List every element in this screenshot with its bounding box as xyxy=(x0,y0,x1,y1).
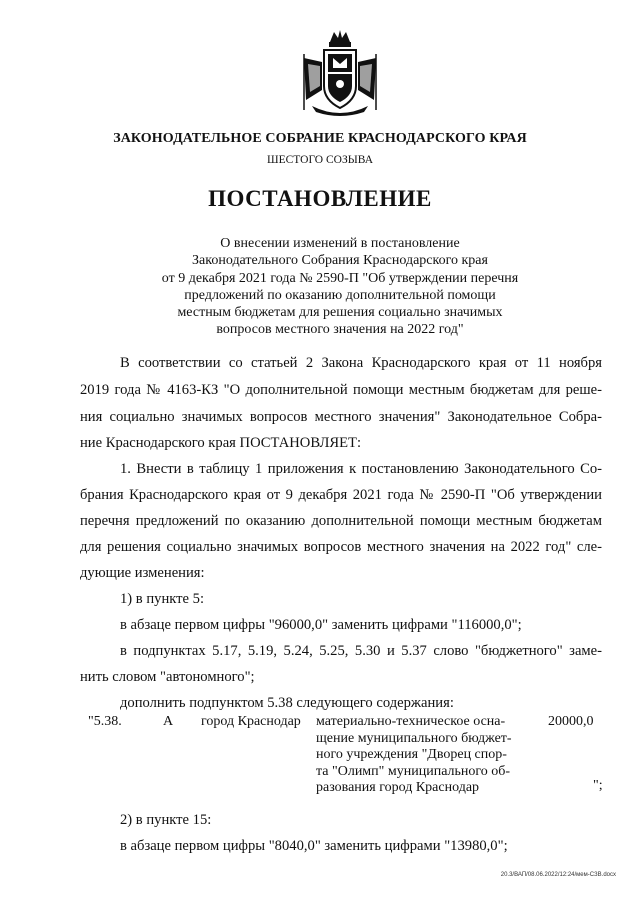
title-line: О внесении изменений в постановление xyxy=(220,236,460,251)
document-title xyxy=(100,235,580,339)
table-row-amount: 20000,0 xyxy=(548,714,594,729)
organization-name: ЗАКОНОДАТЕЛЬНОЕ СОБРАНИЕ КРАСНОДАРСКОГО КРАЯ xyxy=(113,131,527,146)
preamble-line: ния социально значимых вопросов местного значения" Законодательное Собра- xyxy=(80,409,602,425)
item1-line: перечня предложений по оказанию дополнительной помощи местным бюджетам xyxy=(80,513,602,529)
krasnodar-coat-of-arms-icon xyxy=(300,28,380,116)
preamble-line: В соответствии со статьей 2 Закона Краснодарского края от 11 ноября xyxy=(120,355,602,371)
point15-heading: 2) в пункте 15: xyxy=(120,812,212,828)
item1-line: брания Краснодарского края от 9 декабря 2021 года № 2590-П "Об утверждении xyxy=(80,487,602,503)
preamble-line: 2019 года № 4163-КЗ "О дополнительной помощи местным бюджетам для реше- xyxy=(80,382,602,398)
description-line: щение муниципального бюджет- xyxy=(316,730,512,746)
point5-change: в абзаце первом цифры "96000,0" заменить цифрами "116000,0"; xyxy=(120,617,522,633)
description-line: ного учреждения "Дворец спор- xyxy=(316,747,507,763)
title-line: вопросов местного значения на 2022 год" xyxy=(216,322,464,338)
preamble-line: ние Краснодарского края ПОСТАНОВЛЯЕТ: xyxy=(80,435,362,451)
item1-line: 1. Внести в таблицу 1 приложения к постановлению Законодательного Со- xyxy=(120,461,602,477)
title-line: от 9 декабря 2021 года № 2590-П "Об утверждении перечня xyxy=(161,270,519,286)
table-row-description xyxy=(316,714,534,797)
table-row-category: А xyxy=(163,714,174,729)
point5-change: нить словом "автономного"; xyxy=(80,669,255,685)
table-row-closing: "; xyxy=(593,778,603,793)
title-line: местным бюджетам для решения социально значимых xyxy=(177,305,503,321)
title-line: Законодательного Собрания Краснодарского края xyxy=(192,253,488,269)
item1-line: дующие изменения: xyxy=(80,565,205,581)
point5-change: в подпунктах 5.17, 5.19, 5.24, 5.25, 5.30 и 5.37 слово "бюджетного" заме- xyxy=(120,643,602,659)
table-row-municipality: город Краснодар xyxy=(201,714,301,729)
item1-line: для решения социально значимых вопросов местного значения на 2022 год" сле- xyxy=(80,539,602,555)
point15-change: в абзаце первом цифры "8040,0" заменить цифрами "13980,0"; xyxy=(120,838,508,854)
point5-heading: 1) в пункте 5: xyxy=(120,591,205,607)
description-line: разования город Краснодар xyxy=(316,780,480,796)
description-line: та "Олимп" муниципального об- xyxy=(316,763,511,779)
point5-change: дополнить подпунктом 5.38 следующего содержания: xyxy=(120,695,454,711)
table-row-number: "5.38. xyxy=(88,714,122,729)
document-type-heading: ПОСТАНОВЛЕНИЕ xyxy=(208,186,432,211)
description-line: материально-техническое осна- xyxy=(316,714,506,729)
file-reference: 20.3/ВАП/08.06.2022/12:24/мем-СЗВ.docx xyxy=(500,872,616,878)
convocation-label: ШЕСТОГО СОЗЫВА xyxy=(266,154,374,166)
title-line: предложений по оказанию дополнительной помощи xyxy=(184,287,496,303)
